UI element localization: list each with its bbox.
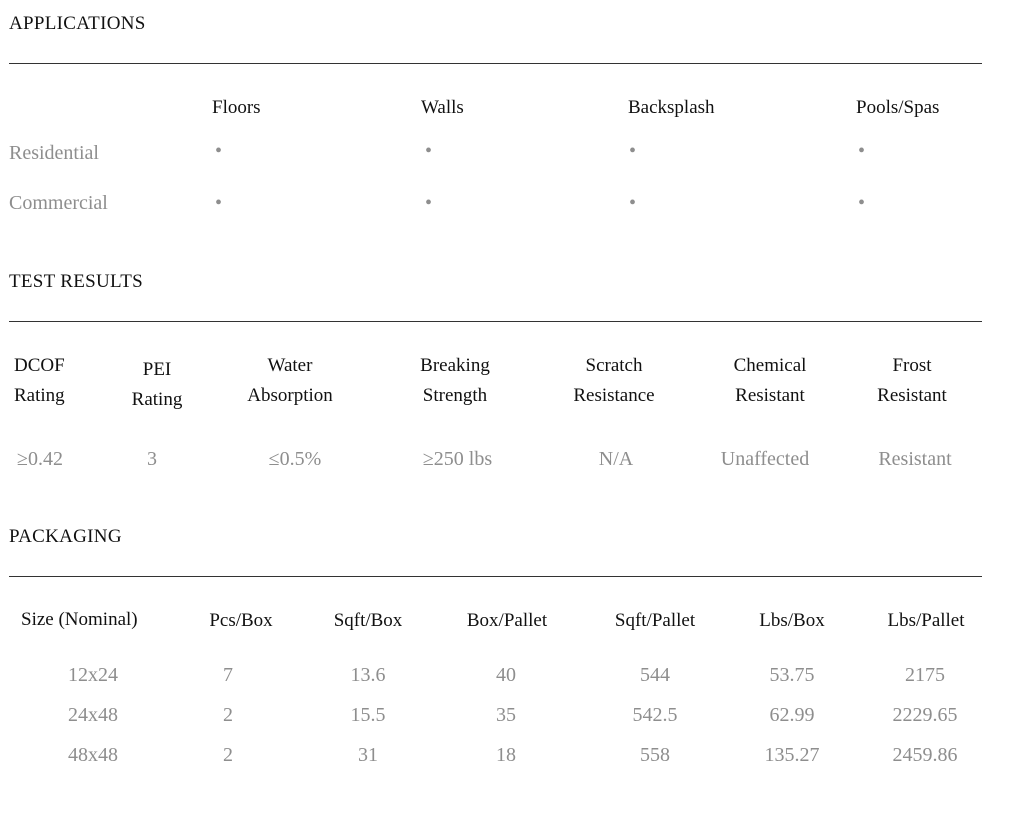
test-results-title: TEST RESULTS [9, 271, 143, 292]
applications-title: APPLICATIONS [9, 13, 146, 34]
app-mark: • [425, 140, 433, 162]
test-header-chemical-resistant: Chemical Resistant [733, 355, 807, 406]
pack-cell: 135.27 [764, 744, 820, 766]
pack-header-pcs-box: Pcs/Box [209, 610, 273, 631]
test-value-scratch-resistance: N/A [598, 448, 634, 470]
pack-header-size: Size (Nominal) [21, 609, 138, 630]
test-results-rule [9, 321, 982, 322]
test-header-scratch-resistance: Scratch Resistance [573, 355, 655, 406]
app-col-walls: Walls [421, 97, 464, 118]
pack-cell: 31 [358, 744, 378, 766]
test-value-breaking-strength: ≥250 lbs [422, 448, 493, 470]
test-header-breaking-strength: Breaking Strength [420, 355, 490, 406]
pack-cell: 53.75 [769, 664, 815, 686]
test-value-frost-resistant: Resistant [878, 448, 952, 470]
pack-cell: 558 [640, 744, 670, 766]
app-row-residential: Residential [9, 142, 99, 164]
app-mark: • [629, 140, 637, 162]
pack-header-sqft-box: Sqft/Box [333, 610, 403, 631]
pack-cell: 2229.65 [892, 704, 958, 726]
pack-cell: 2175 [905, 664, 945, 686]
packaging-rule [9, 576, 982, 577]
pack-cell: 7 [223, 664, 233, 686]
pack-cell: 13.6 [350, 664, 386, 686]
app-mark: • [858, 192, 866, 214]
test-header-dcof: DCOF Rating [14, 355, 65, 406]
pack-cell: 48x48 [68, 744, 118, 766]
pack-cell: 18 [496, 744, 516, 766]
pack-cell: 62.99 [769, 704, 815, 726]
pack-cell: 35 [496, 704, 516, 726]
test-value-dcof: ≥0.42 [17, 448, 63, 470]
app-mark: • [425, 192, 433, 214]
pack-cell: 12x24 [68, 664, 118, 686]
pack-cell: 2 [223, 704, 233, 726]
test-value-chemical-resistant: Unaffected [720, 448, 810, 470]
pack-header-sqft-pallet: Sqft/Pallet [614, 610, 696, 631]
pack-header-lbs-box: Lbs/Box [759, 610, 825, 631]
app-mark: • [215, 192, 223, 214]
test-header-water-absorption: Water Absorption [247, 355, 333, 406]
test-value-pei: 3 [147, 448, 157, 470]
app-col-backsplash: Backsplash [628, 97, 715, 118]
pack-cell: 542.5 [632, 704, 678, 726]
app-mark: • [629, 192, 637, 214]
pack-header-box-pallet: Box/Pallet [466, 610, 548, 631]
app-col-pools-spas: Pools/Spas [856, 97, 940, 118]
applications-rule [9, 63, 982, 64]
test-header-pei: PEI Rating [131, 359, 183, 410]
pack-cell: 24x48 [68, 704, 118, 726]
test-value-water-absorption: ≤0.5% [268, 448, 322, 470]
pack-cell: 2 [223, 744, 233, 766]
packaging-title: PACKAGING [9, 526, 122, 547]
test-header-frost-resistant: Frost Resistant [877, 355, 947, 406]
app-mark: • [858, 140, 866, 162]
pack-header-lbs-pallet: Lbs/Pallet [887, 610, 965, 631]
pack-cell: 15.5 [350, 704, 386, 726]
pack-cell: 40 [496, 664, 516, 686]
app-col-floors: Floors [212, 97, 261, 118]
app-mark: • [215, 140, 223, 162]
pack-cell: 544 [640, 664, 670, 686]
app-row-commercial: Commercial [9, 192, 108, 214]
pack-cell: 2459.86 [892, 744, 958, 766]
